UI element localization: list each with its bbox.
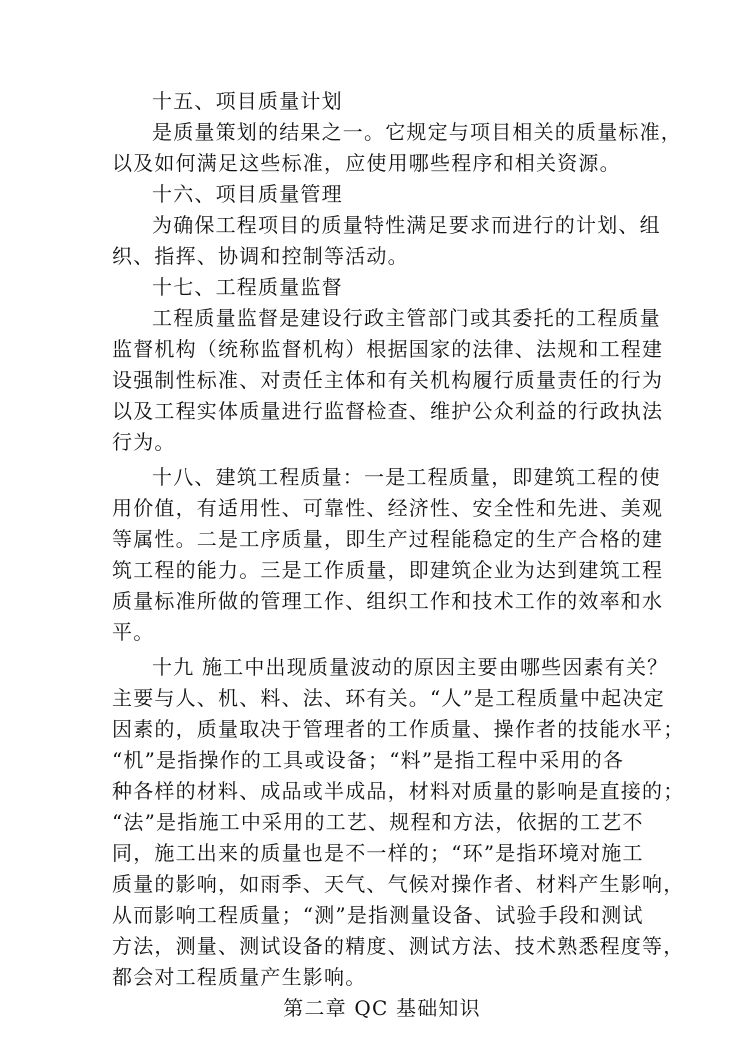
paragraph-19-line-2: 主要与人、机、料、法、环有关。“人”是工程质量中起决定	[112, 686, 665, 710]
paragraph-18-line-6: 平。	[112, 620, 155, 644]
paragraph-19-line-8: 质量的影响，如雨季、天气、气候对操作者、材料产生影响，	[112, 872, 685, 896]
section-heading-15: 十五、项目质量计划	[152, 89, 343, 113]
section-17-line-3: 设强制性标准、对责任主体和有关机构履行质量责任的行为	[112, 368, 664, 392]
section-heading-17: 十七、工程质量监督	[152, 275, 343, 299]
paragraph-18-line-2: 用价值，有适用性、可靠性、经济性、安全性和先进、美观	[112, 496, 664, 520]
section-15-line-2: 以及如何满足这些标准，应使用哪些程序和相关资源。	[112, 151, 621, 175]
paragraph-19-line-3: 因素的，质量取决于管理者的工作质量、操作者的技能水平；	[112, 717, 685, 741]
section-17-line-1: 工程质量监督是建设行政主管部门或其委托的工程质量	[152, 306, 661, 330]
section-17-line-2: 监督机构（统称监督机构）根据国家的法律、法规和工程建	[112, 337, 664, 361]
paragraph-19-line-5: 种各样的材料、成品或半成品，材料对质量的影响是直接的；	[112, 779, 685, 803]
section-16-line-1: 为确保工程项目的质量特性满足要求而进行的计划、组	[152, 213, 661, 237]
paragraph-19-line-10: 方法，测量、测试设备的精度、测试方法、技术熟悉程度等，	[112, 934, 685, 958]
paragraph-19-line-9: 从而影响工程质量；“测”是指测量设备、试验手段和测试	[112, 903, 644, 927]
paragraph-19-line-11: 都会对工程质量产生影响。	[112, 965, 367, 989]
paragraph-18-line-1: 十八、建筑工程质量：一是工程质量，即建筑工程的使	[152, 465, 661, 489]
paragraph-19	[112, 652, 685, 993]
paragraph-18	[112, 462, 664, 648]
section-15-line-1: 是质量策划的结果之一。它规定与项目相关的质量标准，	[152, 120, 682, 144]
section-17-line-5: 行为。	[112, 430, 176, 454]
document-page	[112, 86, 685, 1024]
section-17-line-4: 以及工程实体质量进行监督检查、维护公众利益的行政执法	[112, 399, 664, 423]
section-16-line-2: 织、指挥、协调和控制等活动。	[112, 244, 409, 268]
paragraph-19-line-4: “机”是指操作的工具或设备；“料”是指工程中采用的各	[112, 748, 625, 772]
chapter-title: 第二章 QC 基础知识	[283, 996, 481, 1020]
paragraph-18-line-3: 等属性。二是工序质量，即生产过程能稳定的生产合格的建	[112, 527, 664, 551]
paragraph-19-line-7: 同，施工出来的质量也是不一样的；“环”是指环境对施工	[112, 841, 644, 865]
section-heading-16: 十六、项目质量管理	[152, 182, 343, 206]
paragraph-19-line-6: “法”是指施工中采用的工艺、规程和方法，依据的工艺不	[112, 810, 644, 834]
paragraph-19-line-1: 十九 施工中出现质量波动的原因主要由哪些因素有关？	[152, 655, 669, 679]
paragraph-18-line-4: 筑工程的能力。三是工作质量，即建筑企业为达到建筑工程	[112, 558, 664, 582]
paragraph-18-line-5: 质量标准所做的管理工作、组织工作和技术工作的效率和水	[112, 589, 664, 613]
